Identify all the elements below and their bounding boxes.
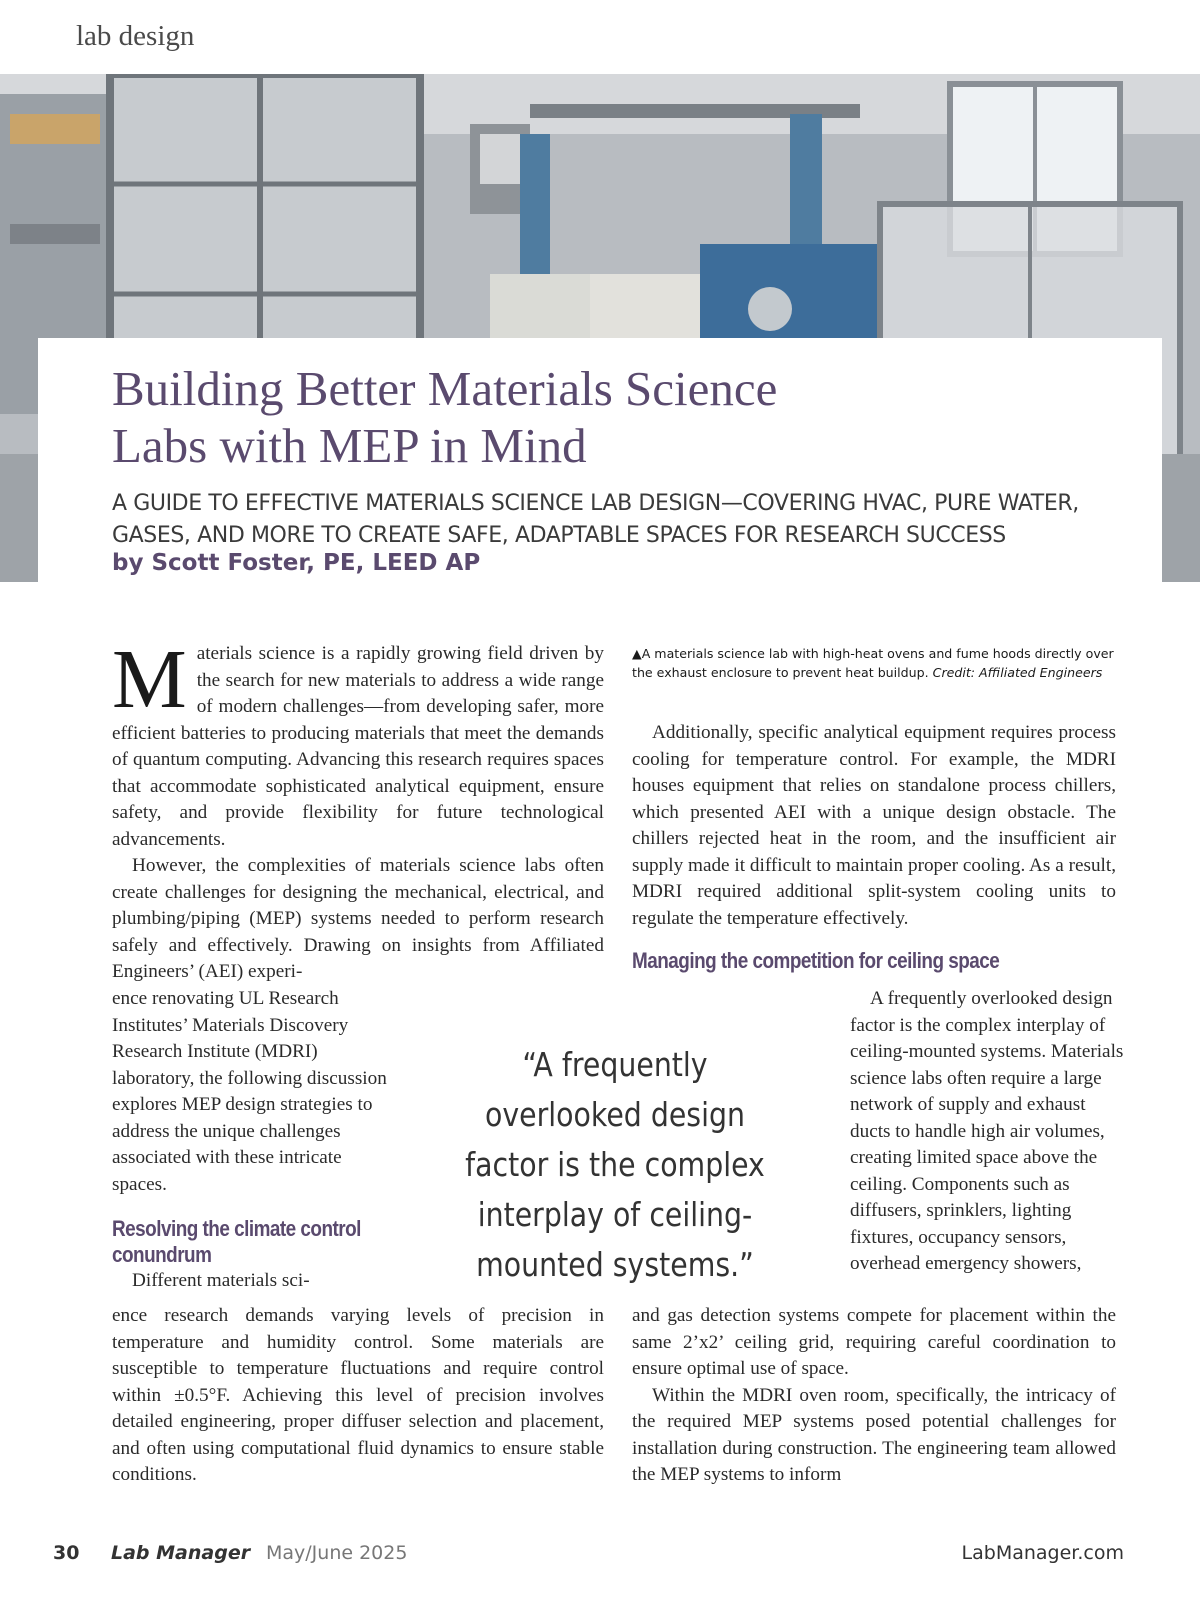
page-footer — [0, 1542, 1200, 1572]
right-column-narrow — [850, 986, 1125, 1278]
paragraph-mdri: ence renovating UL Research Institutes’ Materials Discovery Research Institute (MDRI) laboratory, the following discussion explores MEP design strategies to address the unique challenges associated with these intricate spaces. — [112, 988, 387, 1195]
left-column-top — [112, 633, 604, 986]
paragraph-challenges: However, the complexities of materials science labs often create challenges for designing the mechanical, electrical, and plumbing/piping (MEP) systems needed to perform research safely and effectively. Drawing on insights from Affiliated Engineers’ (AEI) experi- — [112, 855, 604, 982]
photo-caption — [632, 644, 1124, 682]
article-title — [112, 360, 1092, 474]
article-subtitle: A GUIDE TO EFFECTIVE MATERIALS SCIENCE LAB DESIGN—COVERING HVAC, PURE WATER, GASES, AND MORE TO CREATE SAFE, ADAPTABLE SPACES FOR RESEARCH SUCCESS — [112, 491, 1079, 548]
paragraph-intro: Materials science is a rapidly growing field driven by the search for new materials to address a wide range of modern challenges—from developing safer, more efficient batteries to producing materials that meet the demands of quantum computing. Advancing this research requires spaces that accommodate sophisticated analytical equipment, ensure safety, and provide flexibility for future technological advancements. — [112, 633, 604, 850]
left-column-bottom — [112, 1303, 604, 1489]
title-line-2: Labs with MEP in Mind — [112, 418, 587, 473]
byline: by Scott Foster, PE, LEED AP — [112, 550, 481, 576]
paragraph-ceiling-cont: and gas detection systems compete for placement within the same 2’x2’ ceiling grid, requiring careful coordination to ensure optimal use of space. — [632, 1305, 1116, 1379]
paragraph-ceiling: A frequently overlooked design factor is the complex interplay of ceiling-mounted systems. Materials science labs often require a large network of supply and exhaust ducts to handle high air volumes, creating limited space above the ceiling. Components such as diffusers, sprinklers, lighting fixtures, occupancy sensors, overhead emergency showers, — [850, 988, 1124, 1274]
website-link[interactable]: LabManager.com — [961, 1542, 1124, 1564]
publication-name: Lab Manager — [111, 1542, 251, 1564]
left-column-narrow — [112, 986, 392, 1295]
title-line-1: Building Better Materials Science — [112, 361, 778, 416]
heading-climate-control: Resolving the climate control conundrum — [112, 1216, 361, 1267]
title-box — [38, 338, 1162, 582]
caption-credit: Credit: Affiliated Engineers — [932, 665, 1103, 680]
right-column-top — [632, 720, 1116, 974]
section-label: lab design — [76, 20, 195, 52]
page-number: 30 — [53, 1542, 80, 1564]
pull-quote: “A frequently overlooked design factor is the complex interplay of ceiling-mounted systems.” — [465, 1045, 765, 1284]
caption-arrow-icon: ▲ — [632, 646, 642, 661]
issue-date: May/June 2025 — [266, 1542, 408, 1564]
paragraph-climate-start: Different materials sci- — [132, 1270, 310, 1291]
right-column-bottom — [632, 1303, 1116, 1489]
heading-ceiling-space: Managing the competition for ceiling space — [632, 948, 1000, 973]
paragraph-oven-room: Within the MDRI oven room, specifically, the intricacy of the required MEP systems posed potential challenges for installation during construction. The engineering team allowed the MEP systems to inform — [632, 1384, 1116, 1485]
caption-text: A materials science lab with high-heat ovens and fume hoods directly over the exhaust enclosure to prevent heat buildup. — [632, 646, 1114, 680]
drop-cap: M — [112, 633, 187, 726]
paragraph-climate: ence research demands varying levels of precision in temperature and humidity control. Some materials are susceptible to temperature fluctuations and require control within ±0.5°F. Achieving this level of precision involves detailed engineering, proper diffuser selection and placement, and often using computational fluid dynamics to ensure stable conditions. — [112, 1305, 604, 1485]
paragraph-process-cooling: Additionally, specific analytical equipment requires process cooling for temperature control. For example, the MDRI houses equipment that relies on standalone process chillers, which presented AEI with a unique design obstacle. The chillers rejected heat in the room, and the insufficient air supply made it difficult to maintain proper cooling. As a result, MDRI required additional split-system cooling units to regulate the temperature effectively. — [632, 722, 1116, 929]
